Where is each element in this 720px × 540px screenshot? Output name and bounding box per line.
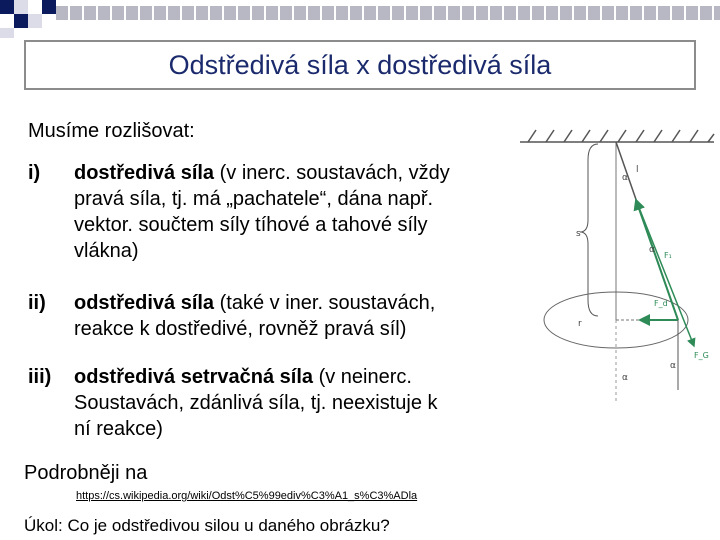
label-fd: F_d bbox=[654, 299, 668, 308]
corner-square bbox=[0, 14, 14, 28]
corner-square bbox=[14, 14, 28, 28]
corner-square bbox=[28, 14, 42, 28]
conical-pendulum-figure bbox=[518, 120, 718, 410]
label-f1: F₁ bbox=[664, 251, 672, 260]
item-text: reakce k dostředivé, rovněž pravá síl) bbox=[74, 318, 407, 340]
label-alpha: α bbox=[649, 245, 655, 255]
item-text: pravá síla, tj. má „pachatele“, dána např. bbox=[74, 188, 434, 210]
wikipedia-link[interactable]: https://cs.wikipedia.org/wiki/Odst%C5%99ediv%C3%A1_s%C3%ADla bbox=[76, 490, 418, 502]
corner-square bbox=[0, 0, 14, 14]
header-stripe bbox=[56, 6, 720, 20]
corner-square bbox=[14, 0, 28, 14]
item-number: ii) bbox=[28, 292, 46, 314]
item-bold-term: odstředivá síla bbox=[74, 292, 215, 314]
force-arrow-resultant bbox=[636, 200, 694, 346]
item-number: i) bbox=[28, 162, 41, 184]
item-text: vlákna) bbox=[74, 240, 139, 262]
title-box bbox=[24, 40, 696, 90]
label-alpha: α bbox=[622, 173, 628, 183]
item-number: iii) bbox=[28, 366, 52, 388]
s-bracket bbox=[580, 144, 598, 316]
item-text: ní reakce) bbox=[74, 418, 163, 440]
label-r: r bbox=[578, 319, 582, 329]
item-text: vektor. součtem síly tíhové a tahové síly bbox=[74, 214, 428, 236]
label-s: s bbox=[576, 229, 581, 239]
item-text: (také v iner. soustavách, bbox=[214, 292, 436, 314]
corner-square bbox=[28, 0, 42, 14]
item-bold-term: odstředivá setrvačná síla bbox=[74, 366, 314, 388]
corner-square bbox=[0, 28, 14, 38]
task-text: Úkol: Co je odstředivou silou u daného obrázku? bbox=[24, 516, 390, 535]
item-text: (v neinerc. bbox=[313, 366, 412, 388]
item-text: (v inerc. soustavách, vždy bbox=[214, 162, 450, 184]
label-alpha: α bbox=[670, 361, 676, 371]
item-bold-term: dostředivá síla bbox=[74, 162, 215, 184]
label-alpha: α bbox=[622, 373, 628, 383]
corner-square bbox=[42, 0, 56, 14]
more-text: Podrobněji na bbox=[24, 462, 148, 484]
intro-text: Musíme rozlišovat: bbox=[28, 120, 195, 142]
label-l: l bbox=[636, 165, 639, 175]
item-text: Soustavách, zdánlivá síla, tj. neexistuje k bbox=[74, 392, 438, 414]
ceiling-hatch bbox=[528, 130, 714, 142]
label-fg: F_G bbox=[694, 351, 709, 360]
slide-title: Odstředivá síla x dostředivá síla bbox=[168, 49, 552, 80]
